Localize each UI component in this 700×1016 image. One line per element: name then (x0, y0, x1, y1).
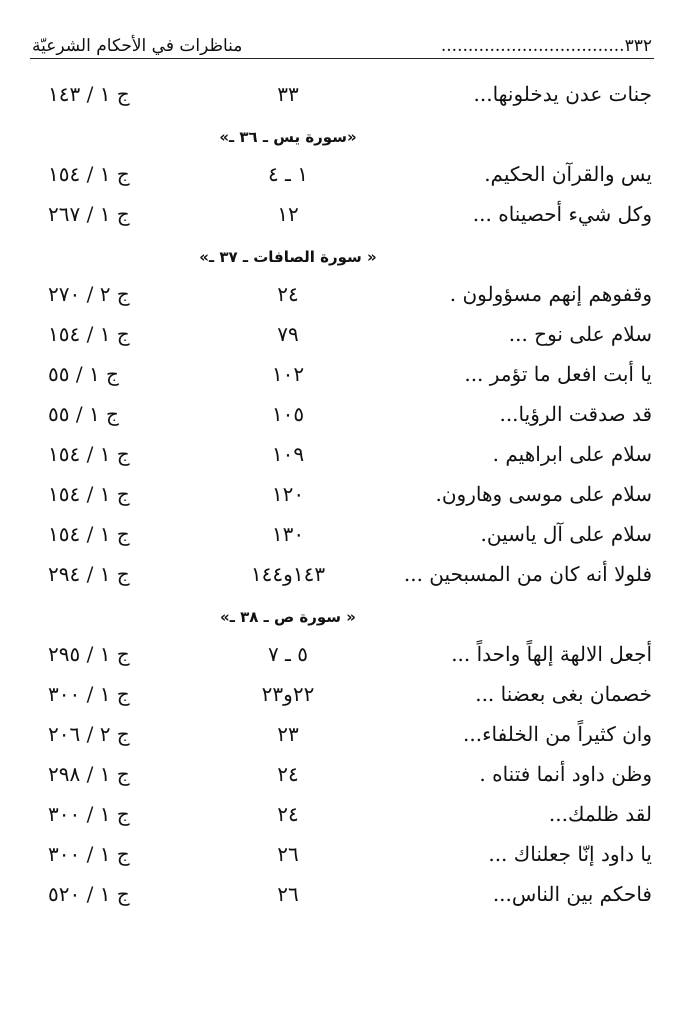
verse-number: ٢٤ (277, 762, 299, 786)
volume-page-reference: ج ١ / ٢٩٥ (48, 642, 130, 666)
verse-text: فلولا أنه كان من المسبحين ... (403, 562, 652, 586)
volume-page-reference: ج ١ / ٣٠٠ (48, 802, 130, 826)
volume-page-reference: ج ١ / ١٥٤ (48, 162, 130, 186)
verse-entry-row (0, 438, 700, 478)
surah-title: «سورة يس ـ ٣٦ ـ» (219, 128, 357, 146)
verse-entry-row (0, 518, 700, 558)
volume-page-reference: ج ١ / ٥٥ (48, 362, 119, 386)
verse-entry-row (0, 718, 700, 758)
surah-section-heading (0, 598, 700, 638)
verse-text: جنات عدن يدخلونها... (473, 82, 652, 106)
volume-page-reference: ج ١ / ٢٩٨ (48, 762, 130, 786)
volume-page-reference: ج ١ / ٢٩٤ (48, 562, 130, 586)
verse-number: ١ ـ ٤ (267, 162, 309, 186)
verse-text: سلام على آل ياسين. (480, 522, 652, 546)
surah-title: « سورة الصافات ـ ٣٧ ـ» (199, 248, 377, 266)
verse-entry-row (0, 798, 700, 838)
volume-page-reference: ج ٢ / ٢٧٠ (48, 282, 130, 306)
volume-page-reference: ج ١ / ١٥٤ (48, 322, 130, 346)
verse-entry-row (0, 278, 700, 318)
header-rule (30, 58, 654, 59)
verse-text: خصمان بغى بعضنا ... (475, 682, 652, 706)
verse-text: فاحكم بين الناس... (492, 882, 652, 906)
verse-text: وظن داود أنما فتناه . (479, 762, 652, 786)
verse-entry-row (0, 158, 700, 198)
volume-page-reference: ج ١ / ١٤٣ (48, 82, 130, 106)
book-title-with-page-number (441, 36, 652, 56)
verse-number: ١٤٣و١٤٤ (250, 562, 326, 586)
volume-page-reference: ج ١ / ١٥٤ (48, 482, 130, 506)
book-title: مناظرات في الأحكام الشرعيّة (32, 36, 243, 56)
verse-text: يا أبت افعل ما تؤمر ... (464, 362, 652, 386)
verse-text: سلام على موسى وهارون. (435, 482, 652, 506)
volume-page-reference: ج ١ / ٢٦٧ (48, 202, 130, 226)
verse-entry-row (0, 78, 700, 118)
volume-page-reference: ج ١ / ١٥٤ (48, 442, 130, 466)
verse-entry-row (0, 198, 700, 238)
volume-page-reference: ج ٢ / ٢٠٦ (48, 722, 130, 746)
verse-text: لقد ظلمك... (548, 802, 652, 826)
verse-number: ١٣٠ (271, 522, 305, 546)
verse-number: ١٠٥ (271, 402, 305, 426)
verse-text: أجعل الالهة إلهاً واحداً ... (451, 642, 652, 666)
volume-page-reference: ج ١ / ٥٥ (48, 402, 119, 426)
verse-entry-row (0, 638, 700, 678)
volume-page-reference: ج ١ / ١٥٤ (48, 522, 130, 546)
verse-entry-row (0, 838, 700, 878)
verse-text: قد صدقت الرؤيا... (499, 402, 652, 426)
verse-entry-row (0, 318, 700, 358)
surah-section-heading (0, 238, 700, 278)
verse-number: ١٢٠ (271, 482, 305, 506)
page-number: ٣٣٢ (624, 36, 652, 56)
verse-text: وان كثيراً من الخلفاء... (463, 722, 652, 746)
verse-number: ٢٦ (277, 842, 299, 866)
verse-text: سلام على ابراهيم . (492, 442, 652, 466)
page-header (32, 30, 652, 56)
verse-number: ١٠٩ (271, 442, 305, 466)
verse-number: ١٢ (277, 202, 299, 226)
surah-section-heading (0, 118, 700, 158)
leader-dots: .................................. (440, 36, 625, 56)
verse-index-list (0, 78, 700, 918)
verse-number: ٢٤ (277, 802, 299, 826)
volume-page-reference: ج ١ / ٥٢٠ (48, 882, 130, 906)
verse-text: يا داود إنّا جعلناك ... (488, 842, 652, 866)
verse-number: ٢٢و٢٣ (261, 682, 315, 706)
surah-title: « سورة ص ـ ٣٨ ـ» (220, 608, 356, 626)
volume-page-reference: ج ١ / ٣٠٠ (48, 842, 130, 866)
volume-page-reference: ج ١ / ٣٠٠ (48, 682, 130, 706)
verse-entry-row (0, 478, 700, 518)
verse-number: ٢٦ (277, 882, 299, 906)
verse-entry-row (0, 758, 700, 798)
verse-text: وكل شيء أحصيناه ... (472, 202, 652, 226)
verse-text: سلام على نوح ... (508, 322, 652, 346)
verse-number: ٢٣ (277, 722, 299, 746)
verse-entry-row (0, 398, 700, 438)
verse-number: ٧٩ (277, 322, 299, 346)
verse-entry-row (0, 558, 700, 598)
verse-number: ١٠٢ (271, 362, 305, 386)
verse-number: ٢٤ (277, 282, 299, 306)
verse-text: وقفوهم إنهم مسؤولون . (449, 282, 652, 306)
verse-number: ٥ ـ ٧ (267, 642, 309, 666)
verse-number: ٣٣ (277, 82, 299, 106)
verse-entry-row (0, 358, 700, 398)
verse-entry-row (0, 878, 700, 918)
verse-entry-row (0, 678, 700, 718)
verse-text: يس والقرآن الحكيم. (484, 162, 652, 186)
